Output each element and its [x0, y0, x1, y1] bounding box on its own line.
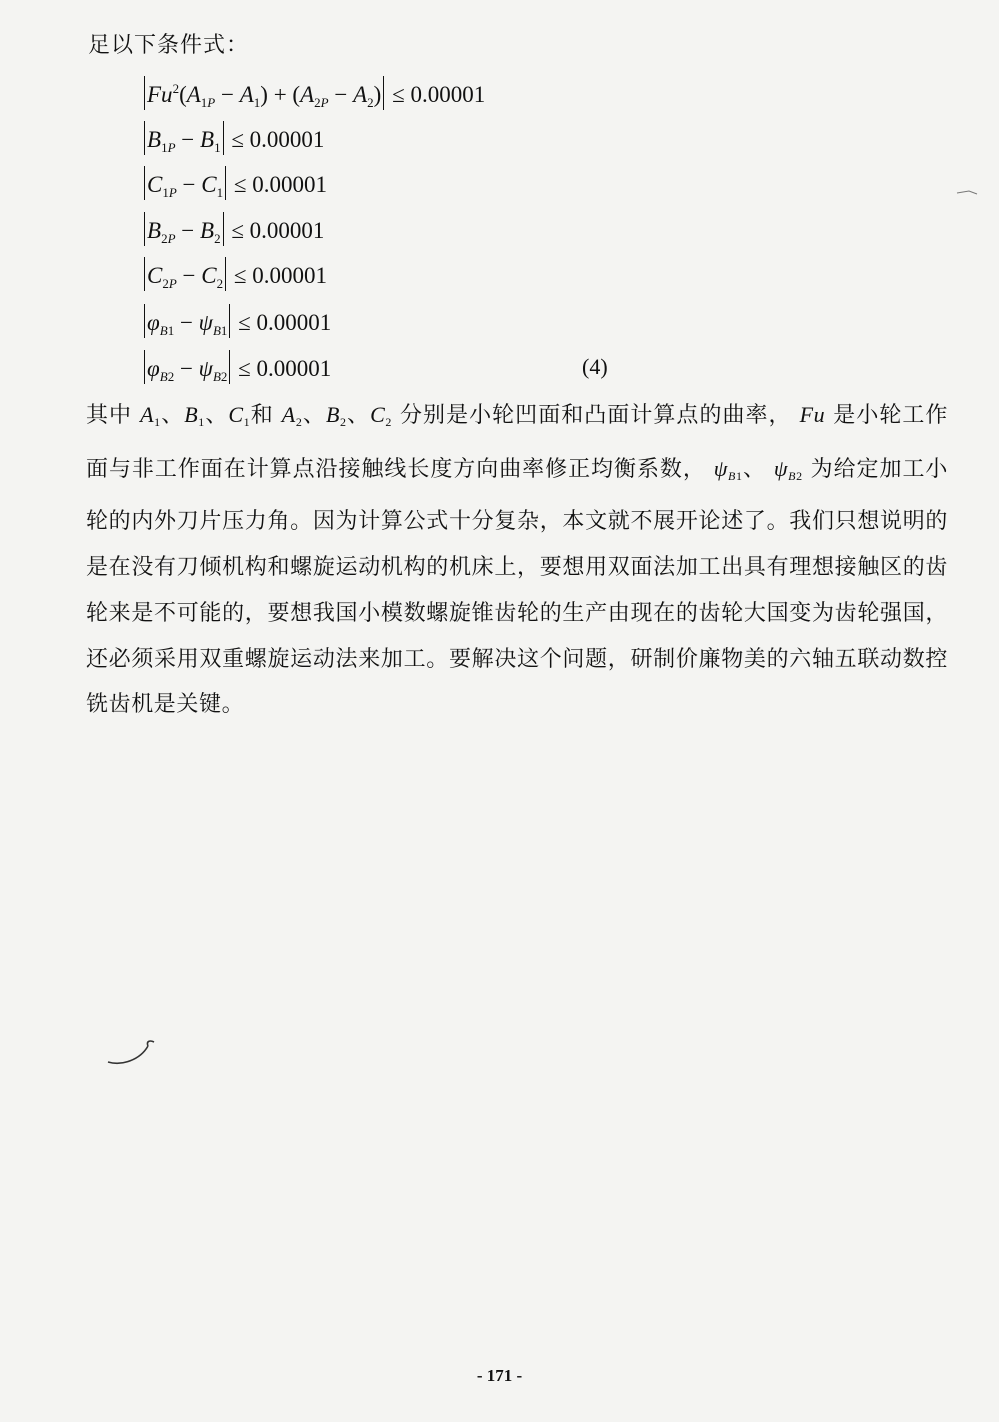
equation-7: $\varphi_{B2} - \psi_{B2} \le 0.00001$	[142, 350, 331, 385]
equation-4: $B_{2P} - B_2 \le 0.00001$	[142, 212, 324, 247]
intro-text: 足以下条件式：	[88, 33, 250, 58]
equation-number: (4)	[582, 354, 608, 379]
body-paragraph: 其中 $A_1$、$B_1$、$C_1$和 $A_2$、$B_2$、$C_2$ 分别是小轮凹面和凸面计算点的曲率， Fu 是小轮工作面与非工作面在计算点沿接触线长度方向曲率修正均衡系数， $\psi_{B1}$、 $\psi_{B2}$ 为给定加工小轮的内外刀片压力角。因为计算公式十分复杂，本文就不展开论述了。我们只想说明的是在没有刀倾机构和螺旋运动机构的机床上，要想用双面法加工出具有理想接触区的齿轮来是不可能的，要想我国小模数螺旋锥齿轮的生产由现在的齿轮大国变为齿轮强国，还必须采用双重螺旋运动法来加工。要解决这个问题，研制价廉物美的六轴五联动数控铣齿机是关键。	[86, 402, 949, 718]
scan-speck	[955, 185, 985, 199]
equation-6: $\varphi_{B1} - \psi_{B1} \le 0.00001$	[142, 304, 331, 339]
equation-3: $C_{1P} - C_1 \le 0.00001$	[142, 166, 327, 201]
pen-stroke-mark	[100, 1036, 170, 1076]
equation-2: $B_{1P} - B_1 \le 0.00001$	[142, 121, 324, 156]
page-number: - 171 -	[476, 1366, 523, 1385]
equation-5: $C_{2P} - C_2 \le 0.00001$	[142, 257, 327, 292]
equation-1: $Fu^2(A_{1P} - A_1) + (A_{2P} - A_2) \le 0.00001$	[142, 76, 485, 111]
